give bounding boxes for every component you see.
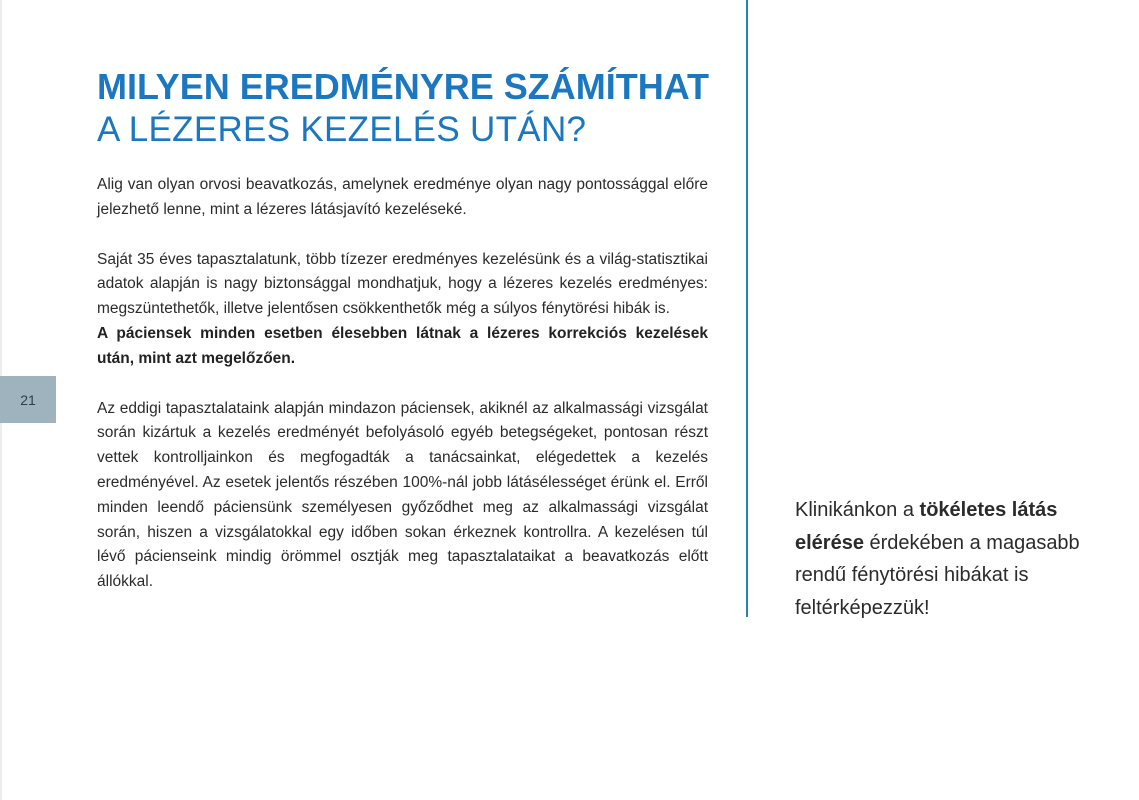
paragraph-results: Az eddigi tapasztalataink alapján mindazon páciensek, akiknél az alkalmassági vizsgálat során kizártuk a kezelés eredményét befolyásoló egyéb betegségeket, pontosan részt vettek kontrolljainkon és megfogadták a tanácsainkat, elégedettek a kezelés eredményével. Az esetek jelentős részében 100%-nál jobb látásélességet érünk el. Erről minden leendő páciensünk személyesen győződhet meg az alkalmassági vizsgálat során, hiszen a vizsgálatokkal egy időben sokan érkeznek kontrollra. A kezelésen túl lévő pácienseink mindig örömmel osztják meg tapasztalataikat a beavatkozás előtt állókkal. [97,399,708,591]
page-title-line2: A LÉZERES KEZELÉS UTÁN? [97,110,587,149]
page-number: 21 [20,391,36,408]
page-title-line1: MILYEN EREDMÉNYRE SZÁMÍTHAT [97,66,710,107]
body-text [97,173,708,595]
side-quote [795,494,1095,624]
side-quote-text: Klinikánkon a [795,499,920,521]
paragraph-gap [97,372,708,397]
column-divider [746,0,748,617]
page-number-tab [0,376,56,423]
side-quote-text-end: érdekében a magasabb rendű fénytörési hibákat is feltérképezzük! [795,531,1080,619]
paragraph-gap [97,223,708,248]
paragraph-highlight: A páciensek minden esetben élesebben látnak a lézeres korrekciós kezelések után, mint azt megelőzően. [97,324,708,367]
side-quote-highlight: tökéletes látás elérése [795,499,1058,554]
paragraph-experience: Saját 35 éves tapasztalatunk, több tízezer eredményes kezelésünk és a világ-statisztikai adatok alapján is nagy biztonsággal mondhatjuk, hogy a lézeres kezelés eredményes: megszüntethetők, illetve jelentősen csökkenthetők még a súlyos fénytörési hibák is. [97,250,708,318]
paragraph-intro: Alig van olyan orvosi beavatkozás, amelynek eredménye olyan nagy pontossággal előre jelezhető lenne, mint a lézeres látásjavító kezeléseké. [97,176,708,218]
